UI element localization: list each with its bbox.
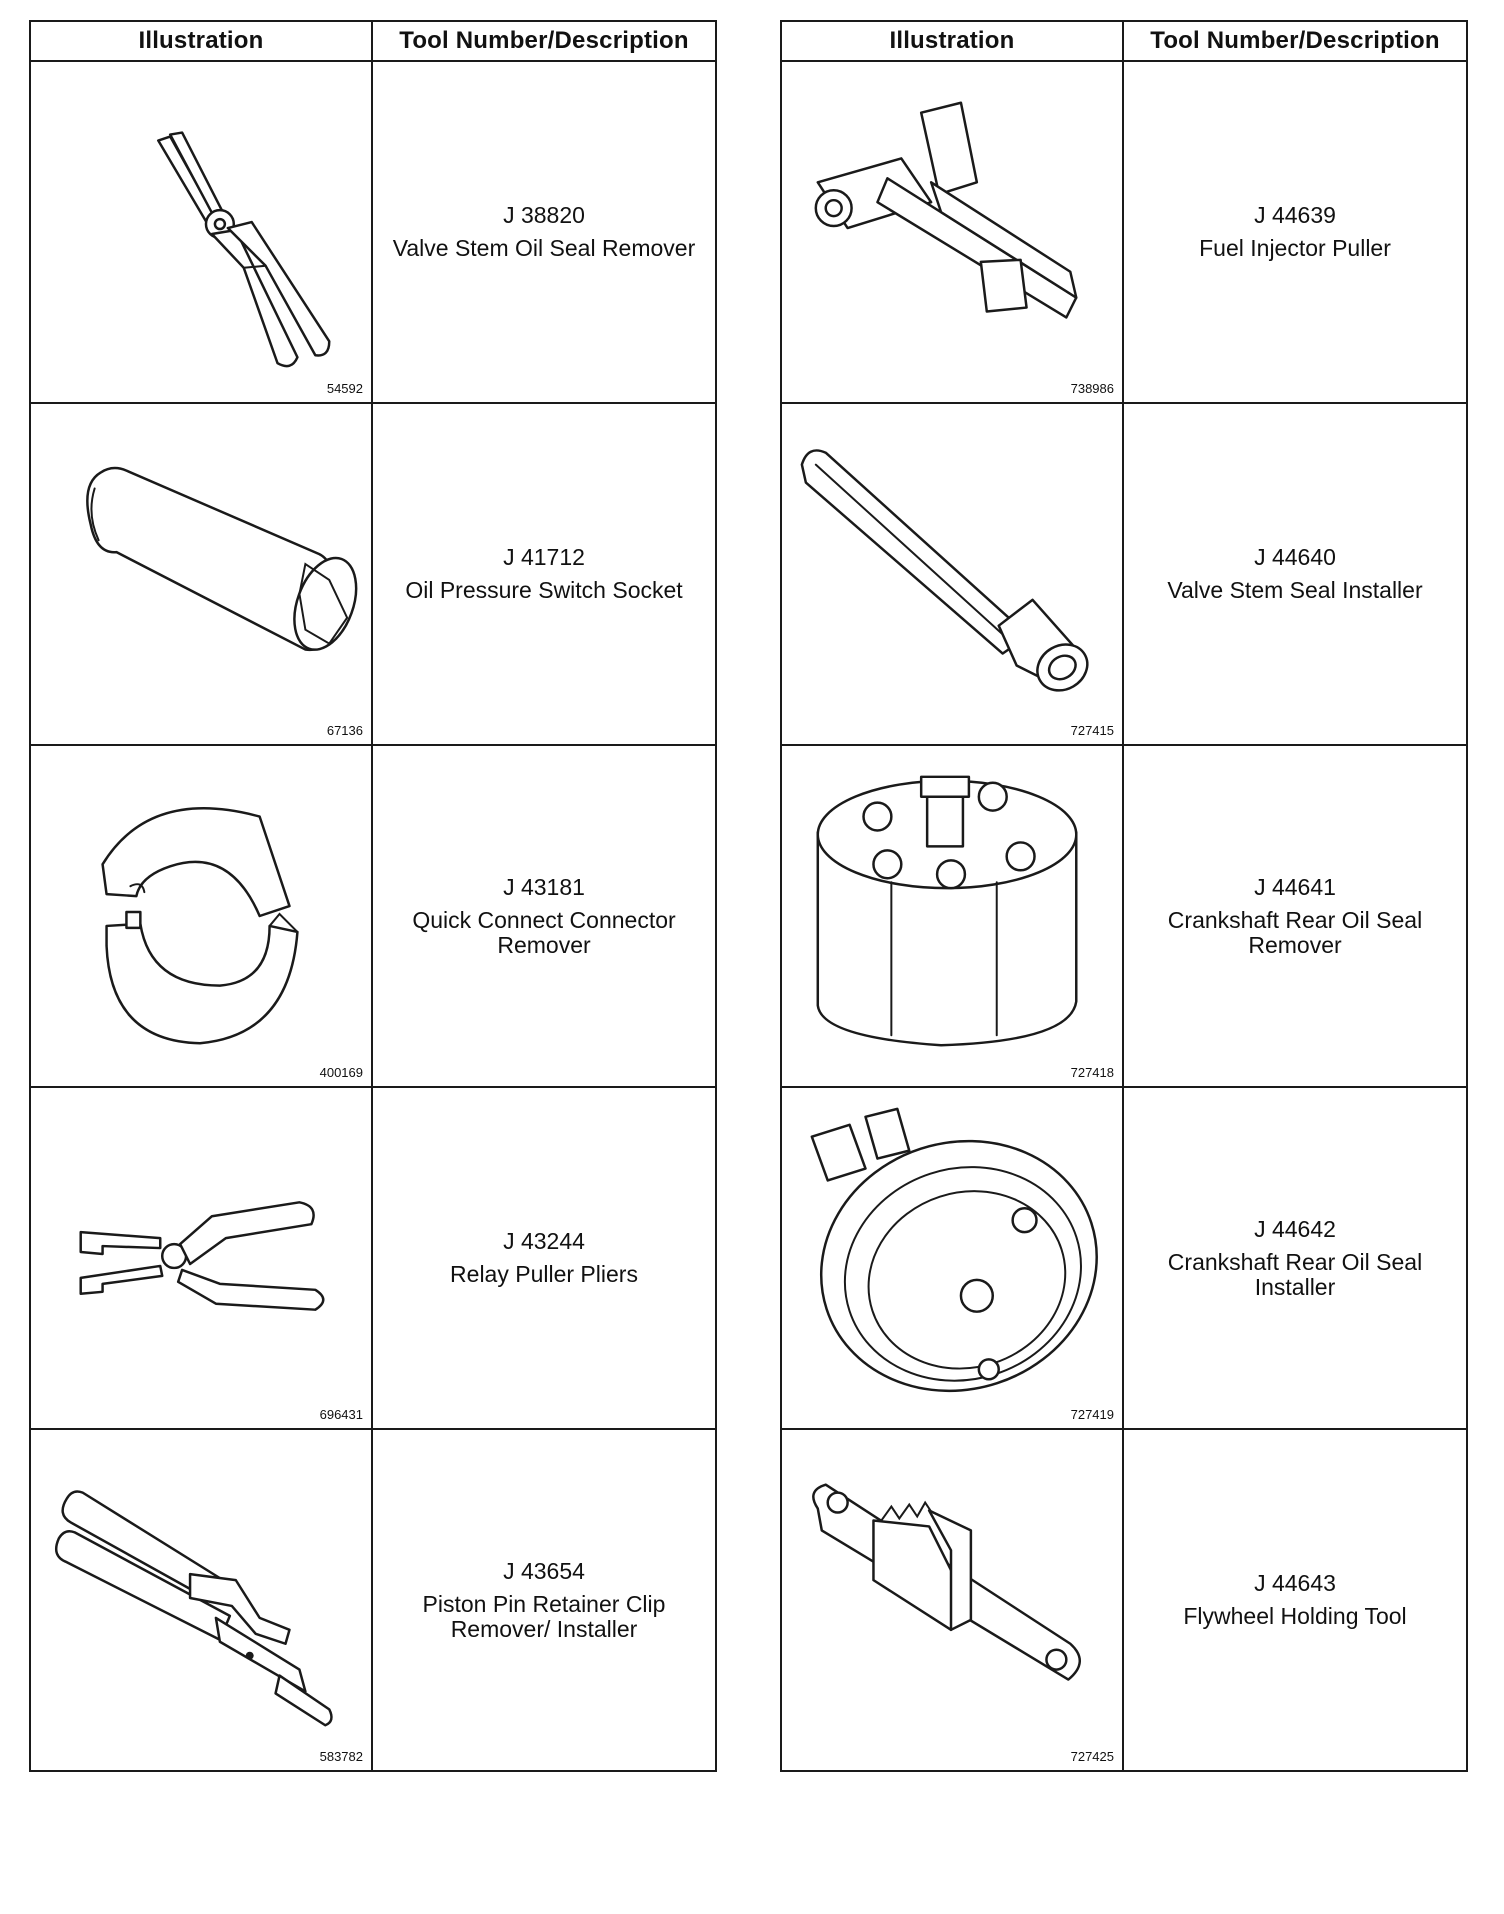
seal-installer-icon bbox=[782, 404, 1122, 744]
header-illustration: Illustration bbox=[781, 21, 1123, 61]
table-row bbox=[781, 1429, 1467, 1771]
table-row bbox=[781, 61, 1467, 403]
tool-number: J 43181 bbox=[503, 873, 585, 900]
illustration-cell bbox=[30, 745, 372, 1087]
figure-number: 727418 bbox=[1070, 1065, 1114, 1080]
table-row bbox=[30, 745, 716, 1087]
tool-description-cell bbox=[372, 1087, 716, 1429]
tool-description-cell bbox=[372, 403, 716, 745]
figure-number: 727415 bbox=[1070, 723, 1114, 738]
illustration-cell bbox=[30, 403, 372, 745]
tool-number: J 44642 bbox=[1254, 1215, 1336, 1242]
tool-description: Oil Pressure Switch Socket bbox=[405, 577, 683, 603]
tool-description: Fuel Injector Puller bbox=[1199, 235, 1391, 261]
table-row bbox=[781, 745, 1467, 1087]
tool-description: Flywheel Holding Tool bbox=[1183, 1603, 1407, 1629]
figure-number: 696431 bbox=[319, 1407, 363, 1422]
tool-number: J 44643 bbox=[1254, 1570, 1336, 1596]
table-row bbox=[781, 1087, 1467, 1429]
header-illustration: Illustration bbox=[30, 21, 372, 61]
header-tool-number: Tool Number/Description bbox=[1123, 21, 1467, 61]
figure-number: 400169 bbox=[319, 1065, 363, 1080]
seal-installer-disc-icon bbox=[782, 1088, 1122, 1428]
figure-number: 727425 bbox=[1070, 1749, 1114, 1764]
illustration-cell bbox=[781, 403, 1123, 745]
tool-description: Valve Stem Oil Seal Remover bbox=[392, 235, 696, 261]
figure-number: 54592 bbox=[326, 381, 363, 396]
tool-description-cell bbox=[1123, 1429, 1467, 1771]
connector-remover-icon bbox=[31, 746, 371, 1086]
tool-description-cell bbox=[1123, 61, 1467, 403]
figure-number: 583782 bbox=[319, 1749, 363, 1764]
tool-description: Crankshaft Rear Oil Seal Remover bbox=[1167, 906, 1423, 958]
tool-number: J 44641 bbox=[1254, 873, 1336, 900]
flywheel-tool-icon bbox=[782, 1430, 1122, 1770]
table-row bbox=[30, 61, 716, 403]
tool-number: J 43244 bbox=[503, 1228, 585, 1254]
tool-description-cell bbox=[1123, 403, 1467, 745]
tool-description: Relay Puller Pliers bbox=[450, 1261, 638, 1287]
header-tool-number: Tool Number/Description bbox=[372, 21, 716, 61]
tool-number: J 44640 bbox=[1254, 544, 1336, 570]
illustration-cell bbox=[781, 1087, 1123, 1429]
tool-table-left bbox=[29, 20, 717, 1772]
table-row bbox=[30, 1087, 716, 1429]
illustration-cell bbox=[781, 745, 1123, 1087]
tool-description-cell bbox=[1123, 745, 1467, 1087]
tool-description-cell bbox=[372, 61, 716, 403]
illustration-cell bbox=[30, 1087, 372, 1429]
figure-number: 67136 bbox=[326, 723, 363, 738]
tool-description: Piston Pin Retainer Clip Remover/ Installer bbox=[422, 1590, 666, 1642]
illustration-cell bbox=[30, 1429, 372, 1771]
tool-description-cell bbox=[372, 745, 716, 1087]
clip-tool-icon bbox=[31, 1430, 371, 1770]
table-row bbox=[781, 403, 1467, 745]
figure-number: 727419 bbox=[1070, 1407, 1114, 1422]
tool-number: J 43654 bbox=[503, 1557, 585, 1584]
tool-description-cell bbox=[372, 1429, 716, 1771]
pliers-icon bbox=[31, 62, 371, 402]
tool-number: J 44639 bbox=[1254, 202, 1336, 228]
relay-pliers-icon bbox=[31, 1088, 371, 1428]
illustration-cell bbox=[781, 61, 1123, 403]
illustration-cell bbox=[781, 1429, 1123, 1771]
seal-remover-icon bbox=[782, 746, 1122, 1086]
socket-icon bbox=[31, 404, 371, 744]
injector-puller-icon bbox=[782, 62, 1122, 402]
tool-table-right bbox=[780, 20, 1468, 1772]
tool-description: Crankshaft Rear Oil Seal Installer bbox=[1167, 1248, 1423, 1300]
tool-number: J 38820 bbox=[503, 202, 585, 228]
tool-number: J 41712 bbox=[503, 544, 585, 570]
table-row bbox=[30, 403, 716, 745]
tool-description: Valve Stem Seal Installer bbox=[1167, 577, 1423, 603]
tool-description-cell bbox=[1123, 1087, 1467, 1429]
figure-number: 738986 bbox=[1070, 381, 1114, 396]
table-row bbox=[30, 1429, 716, 1771]
illustration-cell bbox=[30, 61, 372, 403]
tool-description: Quick Connect Connector Remover bbox=[412, 906, 676, 958]
